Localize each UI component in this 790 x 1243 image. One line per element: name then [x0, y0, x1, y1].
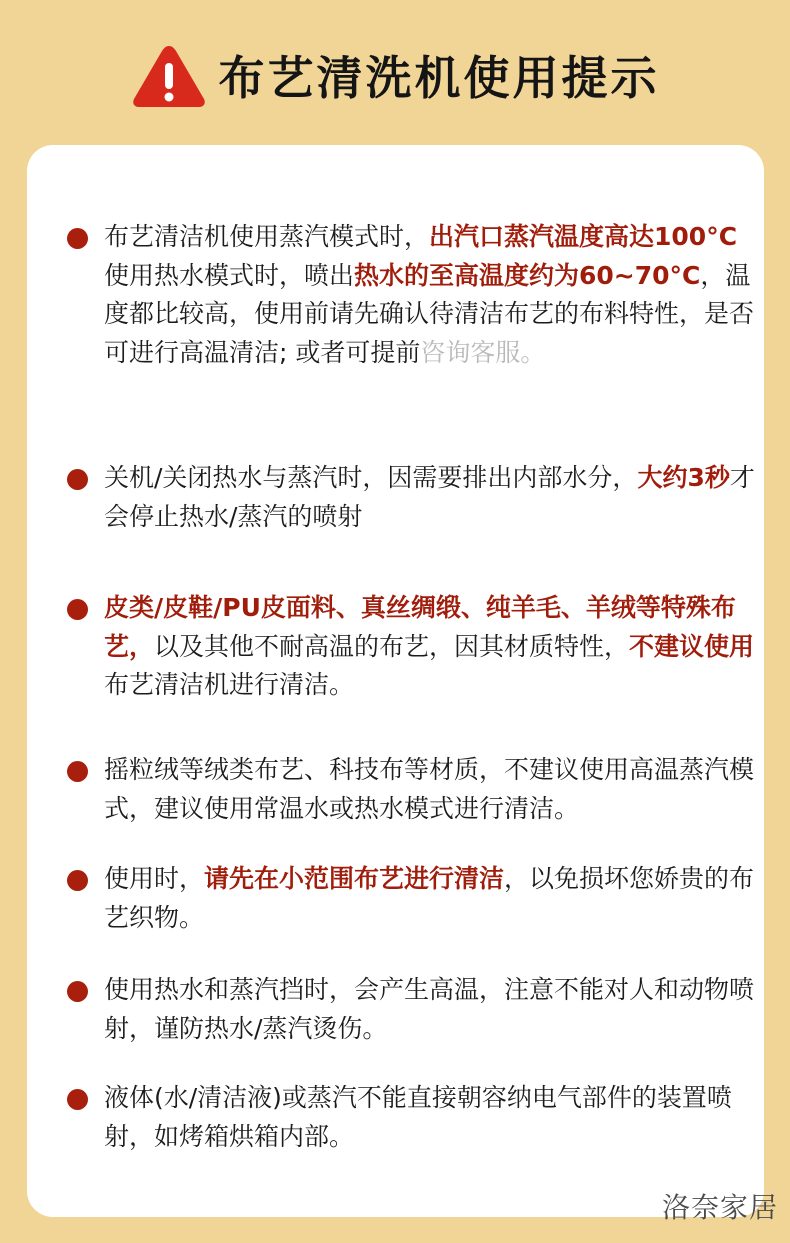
- tip-text: [104, 971, 757, 1048]
- tip-segment: 以及其他不耐高温的布艺，因其材质特性，: [154, 631, 630, 661]
- tip-segment: 布艺清洁机进行清洁。: [104, 670, 355, 699]
- bullet-dot: [67, 228, 88, 249]
- tip-segment: ，温度都比较高，使用前请先确认待清洁布艺的布料特性，是否可进行高温清洁; 或者可提前: [104, 260, 755, 367]
- tip-text: [104, 589, 757, 705]
- bullet-dot: [67, 870, 88, 891]
- tip-segment: 关机/关闭热水与蒸汽时，因需要排出内部水分，: [104, 463, 638, 492]
- bullet-dot: [67, 599, 88, 620]
- tip-item-3: [67, 589, 757, 705]
- tip-segment: 布艺清洁机使用蒸汽模式时，: [104, 222, 430, 251]
- tip-faded: 咨询客服。: [420, 337, 546, 367]
- tip-segment: ，以免损坏您娇贵的布艺织物。: [104, 864, 755, 932]
- tip-highlight: 大约3秒: [637, 463, 730, 492]
- tip-highlight: 热水的至高温度约为60~70°C: [354, 260, 701, 290]
- watermark: 洛奈家居: [661, 1191, 778, 1224]
- tip-segment: 使用热水和蒸汽挡时，会产生高温，注意不能对人和动物喷射，谨防热水/蒸汽烫伤。: [104, 975, 755, 1043]
- tip-segment: 摇粒绒等绒类布艺、科技布等材质，不建议使用高温蒸汽模式，建议使用常温水或热水模式进行清洁。: [104, 755, 755, 823]
- tip-text: [104, 751, 757, 828]
- tip-text: [104, 218, 757, 372]
- tip-segment: 使用时，: [104, 864, 205, 893]
- tips-card: [27, 145, 764, 1217]
- tip-highlight: 皮类/皮鞋/PU皮面料、真丝绸缎、纯羊毛、羊绒等特殊布艺，: [104, 593, 736, 661]
- tip-text: [104, 1079, 757, 1156]
- tip-segment: 使用热水模式时，喷出: [104, 260, 355, 290]
- bullet-dot: [67, 469, 88, 490]
- tip-item-2: [67, 459, 757, 536]
- page-title: 布艺清洗机使用提示: [218, 50, 660, 105]
- tip-item-1: [67, 218, 757, 372]
- tip-segment: 液体(水/清洁液)或蒸汽不能直接朝容纳电气部件的装置喷射，如烤箱烘箱内部。: [104, 1083, 732, 1151]
- tip-item-4: [67, 751, 757, 828]
- tip-item-6: [67, 971, 757, 1048]
- tip-text: [104, 860, 757, 937]
- warning-icon: [131, 43, 207, 109]
- tip-segment: 才会停止热水/蒸汽的喷射: [104, 463, 755, 531]
- bullet-dot: [67, 761, 88, 782]
- tip-text: [104, 459, 757, 536]
- bullet-dot: [67, 981, 88, 1002]
- tip-highlight: 请先在小范围布艺进行清洁: [204, 864, 505, 893]
- header: [0, 0, 790, 145]
- bullet-dot: [67, 1089, 88, 1110]
- tip-item-7: [67, 1079, 757, 1156]
- tip-highlight: 不建议使用: [629, 631, 755, 661]
- tip-highlight: 出汽口蒸汽温度高达100°C: [429, 222, 738, 251]
- tip-item-5: [67, 860, 757, 937]
